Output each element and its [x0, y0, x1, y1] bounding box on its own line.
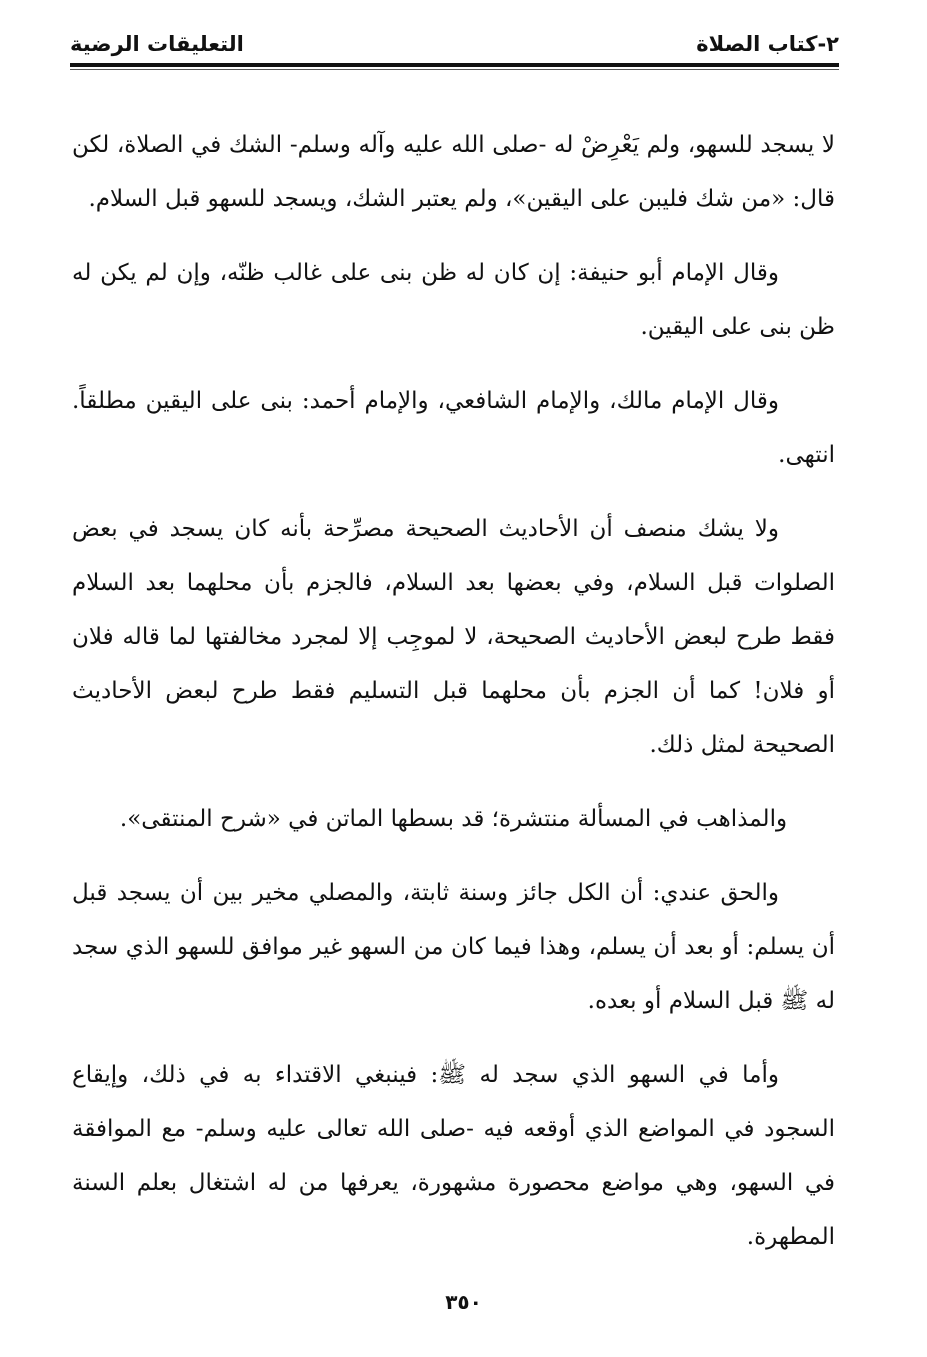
body-text: [72, 118, 835, 1284]
chapter-title: ٢-كتاب الصلاة: [696, 32, 839, 56]
book-title: التعليقات الرضية: [70, 32, 244, 56]
header-rule: [70, 63, 839, 67]
paragraph: لا يسجد للسهو، ولم يَعْرِضْ له -صلى الله عليه وآله وسلم- الشك في الصلاة، لكن قال: «من شك فليبن على اليقين»، ولم يعتبر الشك، ويسجد للسهو قبل السلام.: [72, 132, 835, 212]
paragraph: ولا يشك منصف أن الأحاديث الصحيحة مصرِّحة بأنه كان يسجد في بعض الصلوات قبل السلام، وفي بعضها بعد السلام، فالجزم بأن محلهما بعد السلام فقط طرح لبعض الأحاديث الصحيحة، لا لموجِب إلا لمجرد مخالفتها لما قاله فلان أو فلان! كما أن الجزم بأن محلهما قبل التسليم فقط طرح لبعض الأحاديث الصحيحة لمثل ذلك.: [72, 516, 835, 758]
paragraph: والحق عندي: أن الكل جائز وسنة ثابتة، والمصلي مخير بين أن يسجد قبل أن يسلم: أو بعد أن يسلم، وهذا فيما كان من السهو غير موافق للسهو الذي سجد له ﷺ قبل السلام أو بعده.: [72, 880, 835, 1014]
paragraph: وقال الإمام أبو حنيفة: إن كان له ظن بنى على غالب ظنّه، وإن لم يكن له ظن بنى على اليقين.: [72, 260, 835, 340]
paragraph: وقال الإمام مالك، والإمام الشافعي، والإمام أحمد: بنى على اليقين مطلقاً. انتهى.: [72, 388, 835, 468]
paragraph: وأما في السهو الذي سجد له ﷺ: فينبغي الاقتداء به في ذلك، وإيقاع السجود في المواضع الذي أوقعه فيه -صلى الله تعالى عليه وسلم- مع الموافقة في السهو، وهي مواضع محصورة مشهورة، يعرفها من له اشتغال بعلم السنة المطهرة.: [72, 1062, 835, 1250]
header-rule-thin: [70, 69, 839, 70]
running-header: [70, 30, 839, 70]
paragraph: والمذاهب في المسألة منتشرة؛ قد بسطها الماتن في «شرح المنتقى».: [119, 806, 788, 832]
page-number: ٣٥٠: [445, 1290, 482, 1314]
